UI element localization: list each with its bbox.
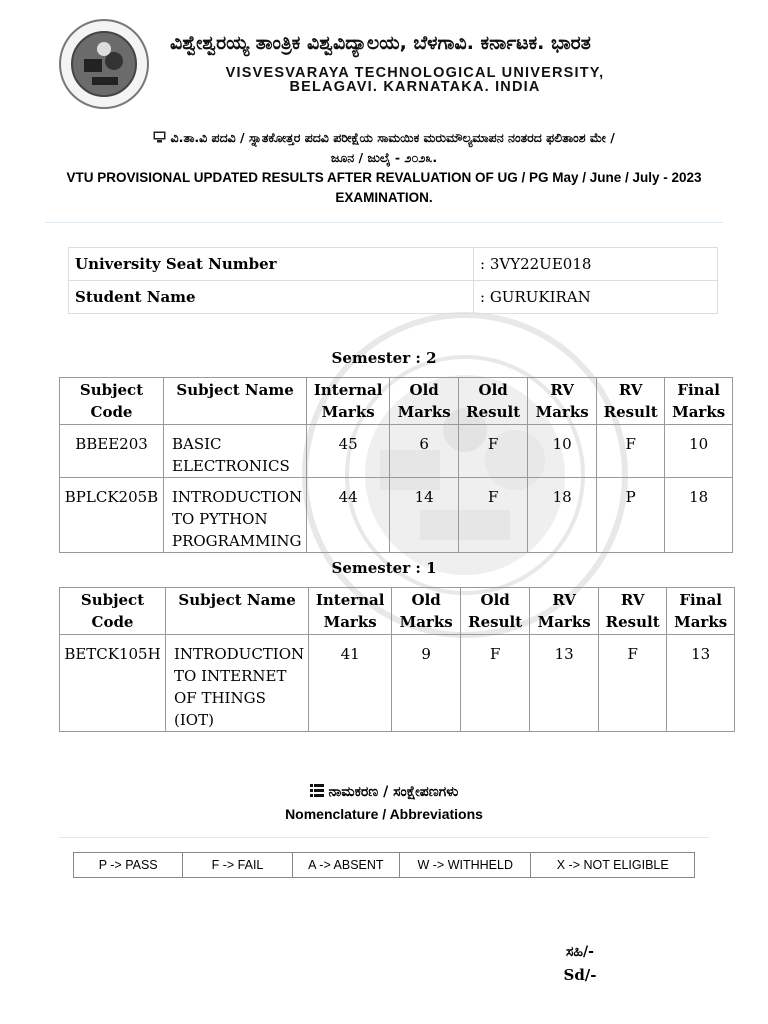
semester-2-results-table [59,377,733,553]
column-header: RV Marks [530,588,599,635]
semester-1-results-table [59,587,735,732]
old-result: F [459,478,528,553]
column-header: Internal Marks [309,588,392,635]
seat-number-value: : 3VY22UE018 [474,248,718,281]
signature-kannada: ಸಹಿ/- [566,944,594,960]
vtu-logo [58,15,150,113]
divider [45,222,723,223]
subject-code: BBEE203 [60,425,164,478]
column-header: RV Marks [528,378,597,425]
old-marks: 9 [392,635,461,732]
divider [59,837,709,838]
subject-code: BPLCK205B [60,478,164,553]
abbreviation-item: W -> WITHHELD [400,853,531,878]
internal-marks: 44 [307,478,390,553]
table-row [60,478,733,553]
rv-result: P [597,478,665,553]
column-header: Final Marks [665,378,733,425]
list-icon [310,784,324,797]
column-header: Old Result [461,588,530,635]
column-header: Subject Code [60,588,166,635]
seat-number-row [69,248,718,281]
subject-name: INTRODUCTION TO PYTHON PROGRAMMING [164,478,307,553]
column-header: RV Result [597,378,665,425]
table-row [60,425,733,478]
column-header: Subject Name [166,588,309,635]
rv-result: F [599,635,667,732]
final-marks: 10 [665,425,733,478]
student-name-label: Student Name [69,281,474,314]
subject-name: BASIC ELECTRONICS [164,425,307,478]
student-name-value: : GURUKIRAN [474,281,718,314]
abbreviation-item: X -> NOT ELIGIBLE [531,853,695,878]
internal-marks: 45 [307,425,390,478]
rv-marks: 18 [528,478,597,553]
final-marks: 18 [665,478,733,553]
abbreviations-table [73,852,695,878]
student-info-table [68,247,718,314]
internal-marks: 41 [309,635,392,732]
seat-number-label: University Seat Number [69,248,474,281]
abbreviations-row [74,853,695,878]
student-name-row [69,281,718,314]
subject-code: BETCK105H [60,635,166,732]
nomenclature-title-kannada: ನಾಮಕರಣ / ಸಂಕ್ಷೇಪಣಗಳು [0,784,768,800]
table-header-row [60,588,735,635]
column-header: Subject Name [164,378,307,425]
column-header: Old Marks [392,588,461,635]
column-header: Final Marks [667,588,735,635]
final-marks: 13 [667,635,735,732]
computer-icon [153,131,166,143]
column-header: Internal Marks [307,378,390,425]
table-row [60,635,735,732]
table-header-row [60,378,733,425]
old-result: F [459,425,528,478]
results-heading: ವಿ.ತಾ.ವಿ ಪದವಿ / ಸ್ನಾತಕೋತ್ತರ ಪದವಿ ಪರೀಕ್ಷೆಯ ಸಾಮಯಿಕ ಮರುಮೌಲ್ಯಮಾಪನ ನಂತರದ ಫಲಿತಾಂಶ ಮೇ / ಜೂನ / ಜುಲೈ - ೨೦೨೩. VTU PROVISIONAL UPDATED RESULTS AFTER REVALUATION OF UG / PG May / June / July - 2023 EXAMINATION. [66,130,702,205]
rv-marks: 10 [528,425,597,478]
university-title-kannada: ವಿಶ್ವೇಶ್ವರಯ್ಯ ತಾಂತ್ರಿಕ ವಿಶ್ವವಿದ್ಯಾಲಯ, ಬೆಳಗಾವಿ. ಕರ್ನಾಟಕ. ಭಾರತ [170,32,591,54]
old-marks: 14 [390,478,459,553]
old-result: F [461,635,530,732]
rv-marks: 13 [530,635,599,732]
rv-result: F [597,425,665,478]
old-marks: 6 [390,425,459,478]
abbreviation-item: A -> ABSENT [292,853,399,878]
nomenclature-title-english: Nomenclature / Abbreviations [285,806,483,822]
semester-1-title: Semester : 1 [331,559,437,577]
university-title-english: VISVESVARAYA TECHNOLOGICAL UNIVERSITY, BELAGAVI. KARNATAKA. INDIA [225,65,605,95]
semester-2-title: Semester : 2 [331,349,437,367]
page-header [0,0,768,120]
abbreviation-item: F -> FAIL [183,853,292,878]
column-header: RV Result [599,588,667,635]
column-header: Old Result [459,378,528,425]
signature-english: Sd/- [563,966,597,984]
abbreviation-item: P -> PASS [74,853,183,878]
column-header: Subject Code [60,378,164,425]
column-header: Old Marks [390,378,459,425]
subject-name: INTRODUCTION TO INTERNET OF THINGS (IOT) [166,635,309,732]
